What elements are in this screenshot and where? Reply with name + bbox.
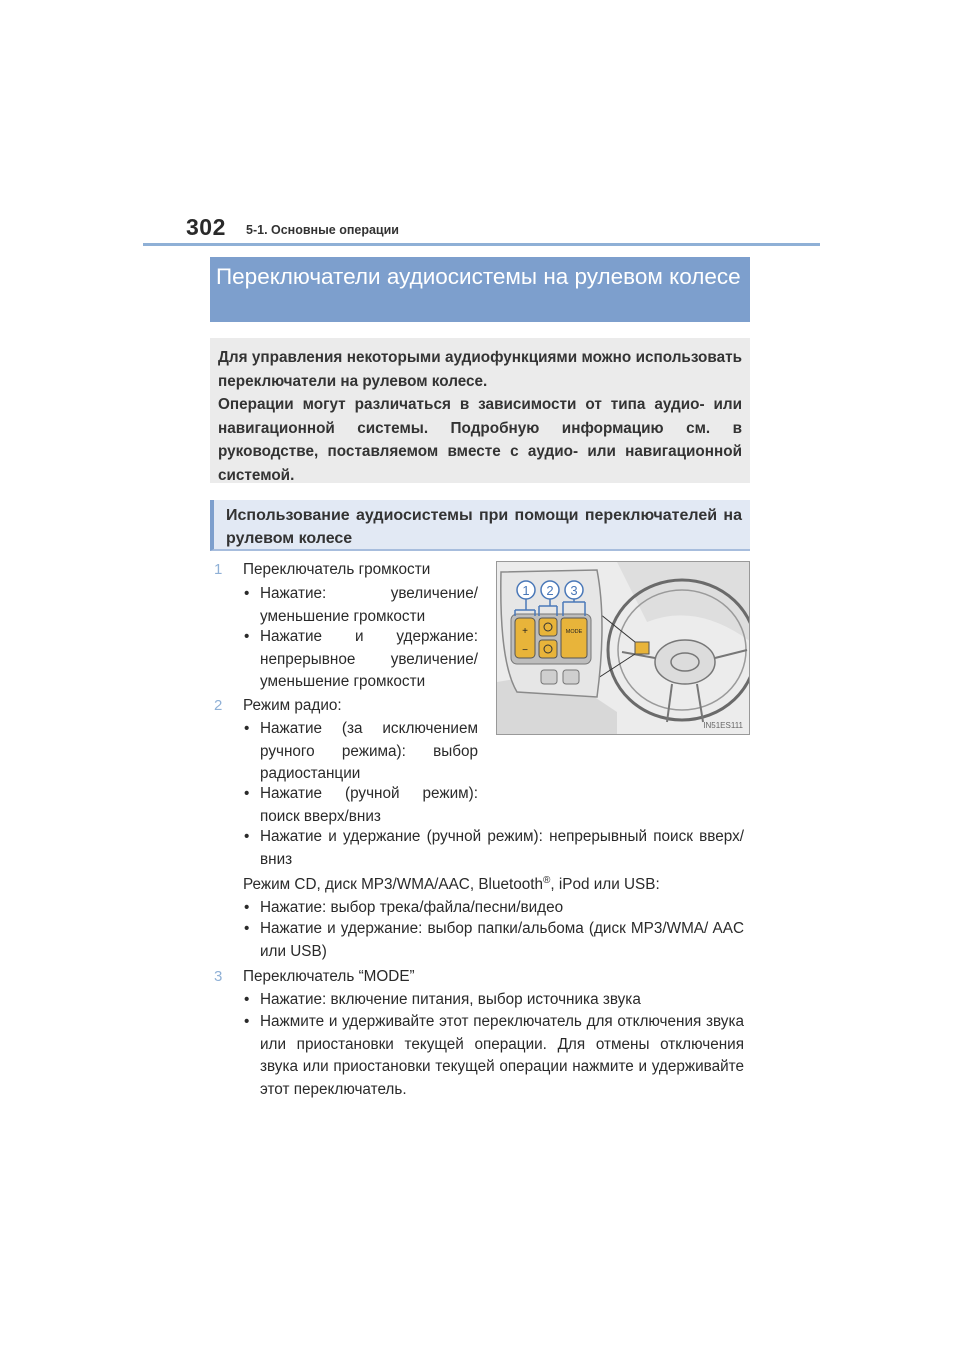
mode-button-label: MODE <box>565 629 583 635</box>
intro-box <box>210 338 750 483</box>
item-2-bullet-2: • Нажатие (ручной режим): поиск вверх/вниз <box>244 785 478 825</box>
section-title: 5-1. Основные операции <box>246 223 399 237</box>
item-number-1: 1 <box>214 561 223 578</box>
callout-3: 3 <box>570 583 578 598</box>
callout-1: 1 <box>522 583 530 598</box>
item-2-bullet-1: • Нажатие (за исключением ручного режима): выбор радиостанции <box>244 720 478 782</box>
steering-switch-figure <box>496 561 750 735</box>
intro-paragraph-1: Для управления некоторыми аудиофункциями можно использовать переключатели на рулевом колесе. <box>218 349 742 390</box>
svg-text:−: − <box>522 645 528 656</box>
item-number-3: 3 <box>214 968 223 985</box>
item-1-bullet-2: • Нажатие и удержание: непрерывное увеличение/ уменьшение громкости <box>244 628 478 690</box>
item-1-title: Переключатель громкости <box>243 561 431 578</box>
item-3-bullet-1: • Нажатие: включение питания, выбор источника звука <box>244 991 641 1008</box>
item-2-media-bullet-1: • Нажатие: выбор трека/файла/песни/видео <box>244 899 564 916</box>
item-1-bullet-1: • Нажатие: увеличение/ уменьшение громкости <box>244 585 478 625</box>
item-2-media-bullet-2: • Нажатие и удержание: выбор папки/альбома (диск MP3/WMA/ AAC или USB) <box>244 920 744 960</box>
item-number-2: 2 <box>214 697 223 714</box>
intro-paragraph-2: Операции могут различаться в зависимости от типа аудио- или навигационной системы. Подробную информацию см. в руководстве, поставляемом вместе с аудио- или навигационной системой. <box>218 396 742 484</box>
figure-code: IN51ES111 <box>703 721 743 730</box>
item-3-title: Переключатель “MODE” <box>243 968 415 985</box>
item-2-title: Режим радио: <box>243 697 342 714</box>
page-number: 302 <box>186 214 226 240</box>
header-divider <box>143 243 820 246</box>
volume-plus-label: + <box>522 626 528 637</box>
steering-wheel-illustration <box>497 562 750 735</box>
subheading-box <box>210 500 750 551</box>
subheading: Использование аудиосистемы при помощи переключателей на рулевом колесе <box>226 507 742 547</box>
callout-2: 2 <box>546 583 554 598</box>
item-2-bullet-3: • Нажатие и удержание (ручной режим): непрерывный поиск вверх/вниз <box>244 828 744 868</box>
title-banner <box>210 257 750 322</box>
item-2-title-media: Режим CD, диск MP3/WMA/AAC, Bluetooth®, iPod или USB: <box>243 875 660 894</box>
item-3-bullet-2: • Нажмите и удерживайте этот переключатель для отключения звука или приостановки текущей операции. Для отмены отключения звука или приостановки текущей операции нажмите и удерживайте этот переключатель. <box>244 1013 744 1098</box>
page-title: Переключатели аудиосистемы на рулевом колесе <box>216 264 741 289</box>
